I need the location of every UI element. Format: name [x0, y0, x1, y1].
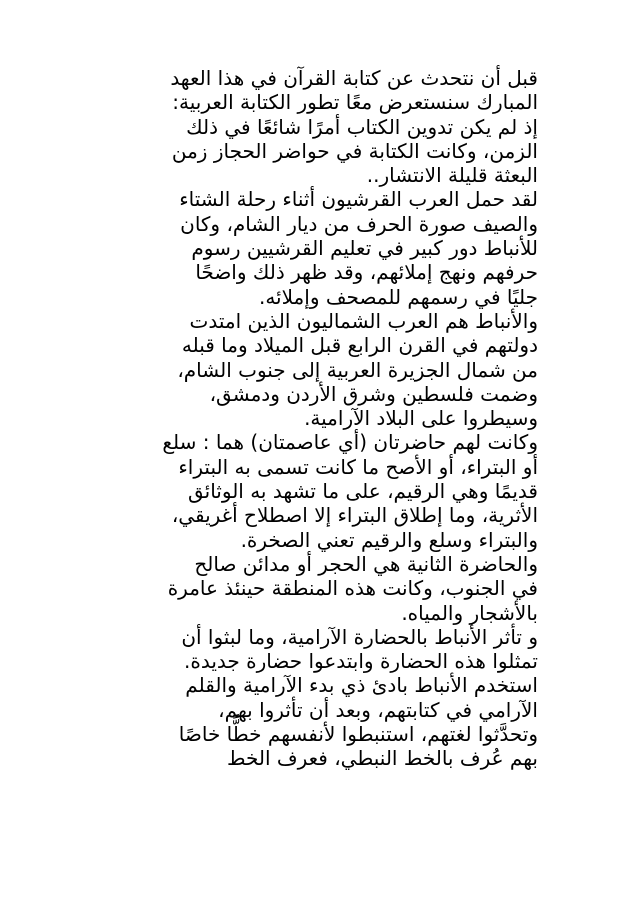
text-line: والبتراء وسلع والرقيم تعني الصخرة.	[240, 527, 538, 552]
text-line: حرفهم ونهج إملائهم، وقد ظهر ذلك واضحًا	[195, 260, 538, 285]
text-line: من شمال الجزيرة العربية إلى جنوب الشام،	[177, 357, 538, 382]
text-line: دولتهم في القرن الرابع قبل الميلاد وما قبله	[181, 333, 538, 358]
body-text	[100, 66, 538, 771]
text-line: بالأشجار والمياه.	[401, 600, 538, 625]
text-line: أو البتراء، أو الأصح ما كانت تسمى به البتراء	[178, 454, 538, 479]
text-line: و تأثر الأنباط بالحضارة الآرامية، وما لبثوا أن	[181, 624, 538, 649]
text-line: جليًا في رسمهم للمصحف وإملائه.	[258, 284, 538, 309]
text-line: الأثرية، وما إطلاق البتراء إلا اصطلاح أغريقي،	[171, 503, 538, 528]
text-line: والحاضرة الثانية هي الحجر أو مدائن صالح	[194, 551, 538, 576]
text-line: وضمت فلسطين وشرق الأردن ودمشق،	[209, 381, 538, 406]
text-line: المبارك سنستعرض معًا تطور الكتابة العربية:	[172, 90, 538, 115]
text-line: وتحدَّثوا لغتهم، استنبطوا لأنفسهم خطًّا خاصًا	[178, 722, 538, 747]
text-line: الآرامي في كتابتهم، وبعد أن تأثروا بهم،	[218, 697, 538, 722]
text-line: قبل أن نتحدث عن كتابة القرآن في هذا العهد	[170, 66, 538, 90]
text-line: والصيف صورة الحرف من ديار الشام، وكان	[180, 211, 538, 236]
text-line: للأنباط دور كبير في تعليم القرشيين رسوم	[191, 236, 538, 261]
text-line: والأنباط هم العرب الشماليون الذين امتدت	[189, 308, 538, 333]
text-line: بهم عُرف بالخط النبطي، فعرف الخط	[226, 746, 538, 771]
text-line: إذ لم يكن تدوين الكتاب أمرًا شائعًا في ذلك	[186, 114, 538, 139]
text-line: لقد حمل العرب القرشيون أثناء رحلة الشتاء	[179, 187, 538, 212]
text-line: الزمن، وكانت الكتابة في حواضر الحجاز زمن	[171, 138, 538, 163]
text-line: البعثة قليلة الانتشار..	[366, 163, 538, 188]
text-line: وكانت لهم حاضرتان (أي عاصمتان) هما : سلع	[162, 430, 538, 455]
text-line: تمثلوا هذه الحضارة وابتدعوا حضارة جديدة.	[184, 649, 538, 674]
text-line: في الجنوب، وكانت هذه المنطقة حينئذ عامرة	[167, 576, 538, 601]
text-line: قديمًا وهي الرقيم، على ما تشهد به الوثائق	[187, 479, 538, 504]
text-line: وسيطروا على البلاد الآرامية.	[304, 406, 538, 431]
text-line: استخدم الأنباط بادئ ذي بدء الآرامية والقلم	[185, 673, 538, 698]
